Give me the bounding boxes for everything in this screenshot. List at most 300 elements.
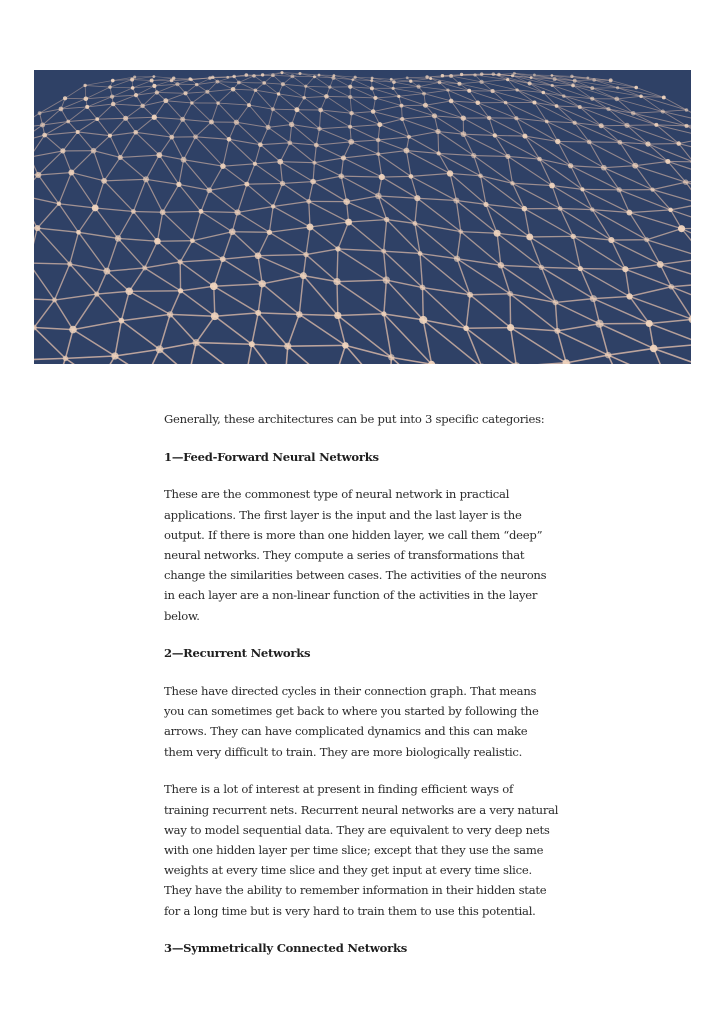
mesh-edge xyxy=(145,241,158,268)
intro-paragraph: Generally, these architectures can be put into 3 specific categories: xyxy=(164,412,545,426)
mesh-edge xyxy=(373,106,401,112)
mesh-node xyxy=(601,165,607,171)
mesh-edge xyxy=(159,155,179,184)
mesh-node xyxy=(178,259,183,264)
mesh-node xyxy=(199,209,204,214)
mesh-edge xyxy=(166,93,186,100)
mesh-edge xyxy=(338,222,349,249)
mesh-edge xyxy=(474,156,508,157)
mesh-edge xyxy=(668,161,691,178)
mesh-edge xyxy=(136,132,160,155)
mesh-node xyxy=(375,193,382,200)
mesh-node xyxy=(290,74,294,78)
mesh-node xyxy=(180,117,185,122)
mesh-edge xyxy=(65,356,115,358)
mesh-node xyxy=(471,153,476,158)
mesh-edge xyxy=(280,162,282,184)
mesh-edge xyxy=(37,228,69,264)
mesh-node xyxy=(306,199,311,204)
mesh-edge xyxy=(104,179,146,181)
mesh-edge xyxy=(501,265,510,294)
mesh-node xyxy=(522,206,528,212)
mesh-edge xyxy=(79,232,107,271)
mesh-node xyxy=(333,278,340,285)
mesh-edge xyxy=(129,291,170,314)
mesh-node xyxy=(416,85,420,89)
mesh-node xyxy=(34,225,40,231)
mesh-edge xyxy=(170,314,215,316)
mesh-node xyxy=(605,352,611,358)
mesh-edge xyxy=(566,355,608,363)
mesh-edge xyxy=(110,136,120,158)
mesh-edge xyxy=(94,151,121,158)
mesh-edge xyxy=(160,343,197,350)
mesh-edge xyxy=(78,119,98,132)
mesh-edge xyxy=(319,110,320,129)
mesh-edge xyxy=(580,269,629,297)
mesh-node xyxy=(626,210,632,216)
mesh-node xyxy=(234,209,240,215)
mesh-edge xyxy=(394,81,411,82)
mesh-node xyxy=(341,155,346,160)
mesh-edge xyxy=(85,85,110,87)
mesh-edge xyxy=(262,276,303,284)
mesh-node xyxy=(461,115,466,120)
mesh-edge xyxy=(580,269,625,270)
mesh-node xyxy=(379,174,385,180)
mesh-node xyxy=(528,81,532,85)
mesh-edge xyxy=(313,176,341,181)
mesh-node xyxy=(522,134,527,139)
mesh-node xyxy=(650,188,654,192)
mesh-node xyxy=(432,113,437,118)
mesh-node xyxy=(244,182,249,187)
mesh-edge xyxy=(314,77,329,87)
mesh-node xyxy=(302,96,306,100)
mesh-edge xyxy=(258,255,306,256)
mesh-node xyxy=(392,87,395,90)
mesh-node xyxy=(539,265,544,270)
mesh-node xyxy=(684,124,688,128)
mesh-node xyxy=(280,181,285,186)
mesh-node xyxy=(119,318,125,324)
section-heading-symmetric: 3—Symmetrically Connected Networks xyxy=(164,941,408,956)
mesh-edge xyxy=(635,161,668,165)
mesh-node xyxy=(154,238,161,245)
mesh-edge xyxy=(258,284,262,313)
mesh-edge xyxy=(45,135,63,151)
mesh-node xyxy=(342,342,349,349)
mesh-edge xyxy=(87,107,97,119)
mesh-edge xyxy=(382,176,411,177)
mesh-edge xyxy=(326,96,350,97)
mesh-edge xyxy=(557,106,580,107)
mesh-edge xyxy=(292,76,305,86)
mesh-node xyxy=(304,85,307,88)
mesh-edge xyxy=(255,162,280,164)
mesh-edge xyxy=(630,287,672,297)
mesh-node xyxy=(475,100,480,105)
mesh-edge xyxy=(97,294,122,321)
mesh-node xyxy=(592,78,596,82)
mesh-edge xyxy=(132,80,152,81)
mesh-node xyxy=(313,75,316,78)
mesh-edge xyxy=(258,232,269,255)
mesh-edge xyxy=(423,288,424,320)
mesh-edge xyxy=(34,300,55,327)
mesh-edge xyxy=(283,182,314,184)
mesh-edge xyxy=(341,176,382,177)
mesh-edge xyxy=(314,163,341,176)
mesh-node xyxy=(111,352,118,359)
mesh-edge xyxy=(409,132,438,137)
mesh-edge xyxy=(258,256,262,284)
mesh-edge xyxy=(411,79,431,82)
mesh-node xyxy=(383,276,390,283)
mesh-edge xyxy=(649,323,653,348)
mesh-edge xyxy=(653,182,686,189)
mesh-node xyxy=(190,238,195,243)
mesh-edge xyxy=(107,268,145,271)
mesh-node xyxy=(460,73,463,76)
mesh-edge xyxy=(319,127,350,129)
mesh-edge xyxy=(424,94,451,101)
mesh-edge xyxy=(350,127,378,140)
mesh-edge xyxy=(181,286,214,291)
mesh-edge xyxy=(393,87,418,89)
mesh-edge xyxy=(201,211,232,231)
mesh-edge xyxy=(347,196,379,202)
mesh-edge xyxy=(186,92,208,94)
mesh-node xyxy=(407,135,411,139)
mesh-node xyxy=(497,73,501,77)
mesh-node xyxy=(42,133,47,138)
mesh-edge xyxy=(273,109,292,124)
mesh-edge xyxy=(136,132,172,137)
mesh-node xyxy=(409,174,414,179)
mesh-edge xyxy=(113,104,142,106)
mesh-node xyxy=(108,134,112,138)
mesh-edge xyxy=(351,140,378,142)
mesh-node xyxy=(190,101,193,104)
mesh-edge xyxy=(316,129,319,145)
mesh-edge xyxy=(215,316,252,344)
mesh-node xyxy=(59,107,64,112)
mesh-node xyxy=(571,234,576,239)
mesh-node xyxy=(634,86,638,90)
mesh-node xyxy=(494,230,501,237)
mesh-node xyxy=(169,135,174,140)
mesh-edge xyxy=(159,155,183,160)
mesh-edge xyxy=(399,94,424,97)
mesh-node xyxy=(271,73,275,77)
mesh-edge xyxy=(184,137,196,160)
mesh-edge xyxy=(268,127,290,142)
mesh-node xyxy=(457,82,461,86)
mesh-edge xyxy=(59,173,71,204)
mesh-edge xyxy=(309,201,349,222)
mesh-edge xyxy=(306,249,338,255)
mesh-edge xyxy=(65,85,85,98)
mesh-edge xyxy=(592,88,616,99)
mesh-edge xyxy=(648,144,668,161)
mesh-node xyxy=(195,83,198,86)
mesh-node xyxy=(458,229,463,234)
mesh-edge xyxy=(319,129,351,142)
mesh-edge xyxy=(555,299,593,303)
mesh-edge xyxy=(121,291,129,320)
mesh-edge xyxy=(258,256,303,276)
mesh-node xyxy=(209,120,214,125)
mesh-edge xyxy=(95,208,118,238)
mesh-node xyxy=(650,345,658,353)
mesh-edge xyxy=(625,269,629,296)
mesh-node xyxy=(266,125,271,130)
mesh-edge xyxy=(258,313,288,346)
mesh-edge xyxy=(649,323,691,344)
mesh-edge xyxy=(310,227,338,249)
mesh-node xyxy=(271,204,275,208)
mesh-edge xyxy=(146,179,179,184)
mesh-edge xyxy=(316,142,351,145)
mesh-node xyxy=(414,195,420,201)
mesh-edge xyxy=(172,137,184,160)
mesh-edge xyxy=(97,118,125,119)
mesh-node xyxy=(91,148,97,154)
mesh-edge xyxy=(378,154,382,177)
mesh-node xyxy=(377,122,382,127)
mesh-edge xyxy=(63,151,72,173)
mesh-edge xyxy=(172,119,183,137)
mesh-node xyxy=(665,159,670,164)
mesh-edge xyxy=(663,110,687,112)
mesh-edge xyxy=(79,208,96,232)
mesh-node xyxy=(505,154,510,159)
mesh-edge xyxy=(97,119,110,135)
mesh-edge xyxy=(417,198,460,231)
mesh-node xyxy=(92,205,99,212)
mesh-edge xyxy=(160,314,171,349)
mesh-edge xyxy=(34,151,63,157)
mesh-edge xyxy=(223,232,232,259)
mesh-node xyxy=(626,293,632,299)
mesh-node xyxy=(35,172,41,178)
mesh-node xyxy=(152,75,155,78)
mesh-node xyxy=(429,77,432,80)
mesh-node xyxy=(220,256,226,262)
mesh-edge xyxy=(217,82,233,90)
mesh-edge xyxy=(247,183,283,184)
mesh-edge xyxy=(181,291,215,316)
mesh-edge xyxy=(78,132,110,136)
mesh-node xyxy=(420,285,426,291)
mesh-node xyxy=(335,246,340,251)
mesh-edge xyxy=(211,103,218,122)
mesh-edge xyxy=(424,90,448,93)
mesh-edge xyxy=(97,291,129,294)
mesh-node xyxy=(480,72,484,76)
mesh-edge xyxy=(384,251,387,280)
mesh-node xyxy=(234,120,239,125)
mesh-node xyxy=(160,209,166,215)
mesh-node xyxy=(573,121,577,125)
mesh-edge xyxy=(557,106,575,123)
mesh-node xyxy=(227,137,232,142)
mesh-node xyxy=(435,129,440,134)
mesh-edge xyxy=(495,135,540,159)
mesh-edge xyxy=(600,324,654,349)
mesh-edge xyxy=(252,344,285,364)
mesh-node xyxy=(492,72,496,76)
mesh-node xyxy=(133,75,136,78)
mesh-edge xyxy=(104,181,133,212)
mesh-edge xyxy=(129,268,144,291)
mesh-edge xyxy=(133,211,157,241)
mesh-edge xyxy=(310,222,349,227)
mesh-node xyxy=(504,101,508,105)
mesh-node xyxy=(622,266,628,272)
mesh-edge xyxy=(218,103,236,122)
mesh-node xyxy=(271,107,275,111)
mesh-edge xyxy=(146,179,163,212)
mesh-edge xyxy=(349,220,387,222)
mesh-node xyxy=(324,94,329,99)
mesh-node xyxy=(175,82,179,86)
mesh-edge xyxy=(252,344,288,346)
mesh-edge xyxy=(501,265,542,267)
mesh-node xyxy=(318,74,321,77)
mesh-edge xyxy=(94,151,105,181)
mesh-node xyxy=(425,75,428,78)
mesh-edge xyxy=(207,92,218,103)
mesh-edge xyxy=(411,173,450,176)
mesh-edge xyxy=(37,228,78,232)
mesh-node xyxy=(211,312,219,320)
mesh-edge xyxy=(617,96,641,99)
mesh-node xyxy=(101,178,107,184)
mesh-node xyxy=(371,77,374,80)
mesh-edge xyxy=(223,256,258,259)
mesh-edge xyxy=(34,328,73,330)
mesh-node xyxy=(654,123,658,127)
mesh-node xyxy=(108,85,112,89)
mesh-node xyxy=(334,312,341,319)
mesh-edge xyxy=(34,328,65,359)
mesh-node xyxy=(549,183,555,189)
mesh-edge xyxy=(283,183,309,201)
mesh-edge xyxy=(170,291,180,315)
mesh-node xyxy=(438,81,442,85)
mesh-edge xyxy=(493,90,518,91)
mesh-edge xyxy=(557,331,608,355)
mesh-edge xyxy=(233,89,249,105)
mesh-edge xyxy=(126,106,143,118)
section-heading-recurrent: 2—Recurrent Networks xyxy=(164,646,311,661)
mesh-edge xyxy=(510,294,511,328)
mesh-edge xyxy=(299,314,338,315)
mesh-edge xyxy=(70,232,79,264)
mesh-edge xyxy=(288,345,346,346)
mesh-node xyxy=(530,76,533,79)
mesh-edge xyxy=(541,267,580,268)
mesh-edge xyxy=(195,137,229,139)
mesh-edge xyxy=(59,204,95,208)
mesh-node xyxy=(125,287,133,295)
mesh-node xyxy=(247,103,251,107)
mesh-edge xyxy=(378,140,406,151)
mesh-node xyxy=(447,170,453,176)
mesh-node xyxy=(512,362,520,364)
mesh-edge xyxy=(592,210,646,240)
mesh-node xyxy=(555,104,559,108)
mesh-node xyxy=(578,105,582,109)
mesh-edge xyxy=(104,157,120,180)
mesh-edge xyxy=(375,98,401,106)
mesh-edge xyxy=(120,132,135,157)
mesh-node xyxy=(237,81,241,85)
mesh-node xyxy=(131,86,135,90)
mesh-edge xyxy=(337,280,386,282)
mesh-node xyxy=(515,88,518,91)
mesh-edge xyxy=(299,276,303,315)
mesh-node xyxy=(211,76,214,79)
mesh-edge xyxy=(350,97,373,112)
mesh-edge xyxy=(463,134,494,135)
mesh-edge xyxy=(660,258,691,264)
mesh-edge xyxy=(247,164,255,184)
mesh-edge xyxy=(223,139,229,166)
mesh-node xyxy=(328,85,331,88)
mesh-edge xyxy=(341,176,346,202)
mesh-node xyxy=(599,123,604,128)
mesh-node xyxy=(76,230,81,235)
mesh-edge xyxy=(306,86,330,87)
mesh-edge xyxy=(192,103,212,122)
mesh-node xyxy=(400,104,404,108)
mesh-edge xyxy=(423,320,466,328)
mesh-edge xyxy=(273,109,297,110)
mesh-edge xyxy=(180,259,223,262)
mesh-node xyxy=(571,84,575,88)
mesh-edge xyxy=(126,118,136,132)
mesh-edge xyxy=(575,80,594,81)
mesh-edge xyxy=(121,314,170,320)
mesh-node xyxy=(446,89,449,92)
mesh-edge xyxy=(341,176,378,196)
mesh-edge xyxy=(201,211,238,212)
mesh-node xyxy=(167,311,173,317)
mesh-node xyxy=(390,78,393,81)
mesh-node xyxy=(624,123,629,128)
mesh-node xyxy=(487,116,491,120)
mesh-edge xyxy=(620,142,668,161)
mesh-node xyxy=(123,116,128,121)
mesh-node xyxy=(573,79,577,83)
mesh-node xyxy=(397,95,400,98)
mesh-edge xyxy=(309,182,313,202)
mesh-node xyxy=(537,157,542,162)
mesh-edge xyxy=(252,313,258,344)
mesh-edge xyxy=(649,319,691,323)
mesh-edge xyxy=(73,330,115,356)
mesh-edge xyxy=(419,87,448,91)
mesh-edge xyxy=(262,284,299,315)
mesh-edge xyxy=(183,119,196,136)
mesh-node xyxy=(409,79,412,82)
mesh-edge xyxy=(290,143,317,145)
mesh-edge xyxy=(425,101,451,105)
mesh-edge xyxy=(94,136,110,151)
